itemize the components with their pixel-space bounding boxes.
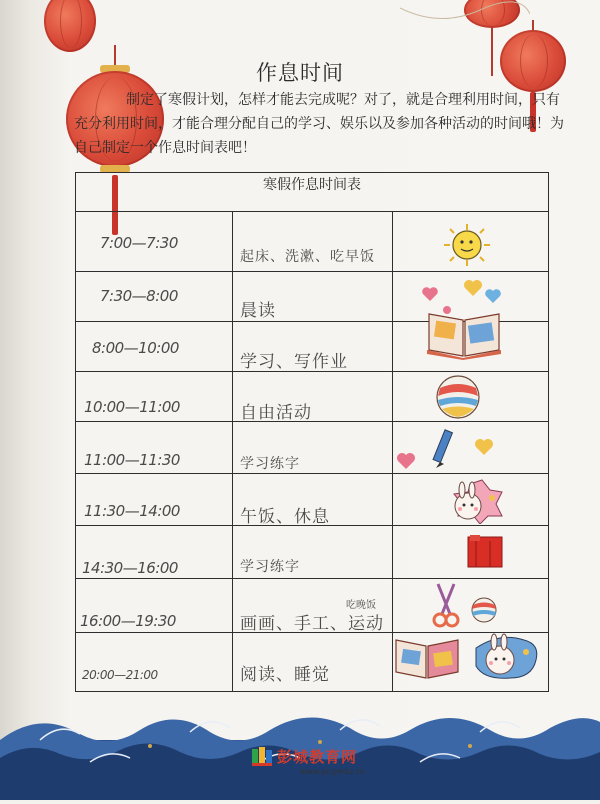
table-row-activity: 自由活动 <box>240 403 312 423</box>
table-row-activity: 晨读 <box>240 301 276 321</box>
table-row-time: 16:00—19:30 <box>80 612 176 630</box>
table-divider <box>75 578 549 579</box>
table-row-time: 8:00—10:00 <box>92 339 179 357</box>
ball-icon <box>434 374 482 424</box>
heart-icon <box>474 438 494 460</box>
open-book-icon <box>394 632 460 686</box>
heart-icon <box>396 452 416 474</box>
table-row-activity: 学习、写作业 <box>240 352 348 372</box>
table-row-time: 14:30—16:00 <box>82 559 178 577</box>
table-row-activity: 画画、手工、运动 <box>240 614 384 634</box>
table-row-time: 10:00—11:00 <box>84 398 180 416</box>
scissors-icon <box>430 582 462 634</box>
table-row-time: 7:00—7:30 <box>100 234 178 252</box>
table-row-time: 11:30—14:00 <box>84 502 180 520</box>
bunny-icon <box>440 478 506 528</box>
ball-icon <box>470 596 498 628</box>
table-title: 寒假作息时间表 <box>263 177 361 193</box>
table-column-divider <box>232 211 233 692</box>
page-title: 作息时间 <box>256 61 344 85</box>
intro-paragraph: 制定了寒假计划，怎样才能去完成呢？对了，就是合理利用时间，只有充分利用时间，才能合理分配自己的学习、娱乐以及参加各种活动的时间哦！为自己制定一个作息时间表吧！ <box>74 92 564 156</box>
rope-decoration <box>400 0 530 30</box>
table-row-time: 7:30—8:00 <box>100 287 178 305</box>
table-row-activity: 起床、洗漱、吃早饭 <box>240 249 375 265</box>
site-logo-text: 彭城教育网 <box>277 748 358 766</box>
site-url: www.pcjyedu.cn <box>300 767 365 776</box>
table-row-note: 吃晚饭 <box>346 600 376 611</box>
table-row-time: 20:00—21:00 <box>82 668 158 682</box>
bunny-icon <box>470 630 542 686</box>
pencil-icon <box>430 428 454 478</box>
open-book-icon <box>425 300 503 364</box>
table-column-divider <box>392 211 393 692</box>
table-row-activity: 学习练字 <box>240 456 300 472</box>
table-row-activity: 学习练字 <box>240 559 300 575</box>
heart-icon <box>463 279 483 301</box>
table-row-activity: 午饭、休息 <box>240 507 330 527</box>
site-logo-icon <box>250 745 274 771</box>
table-divider <box>75 211 549 212</box>
table-row-time: 11:00—11:30 <box>84 451 180 469</box>
red-envelope-icon <box>466 533 504 575</box>
table-row-activity: 阅读、睡觉 <box>240 665 330 685</box>
sun-icon <box>440 222 494 272</box>
table-divider <box>75 473 549 474</box>
